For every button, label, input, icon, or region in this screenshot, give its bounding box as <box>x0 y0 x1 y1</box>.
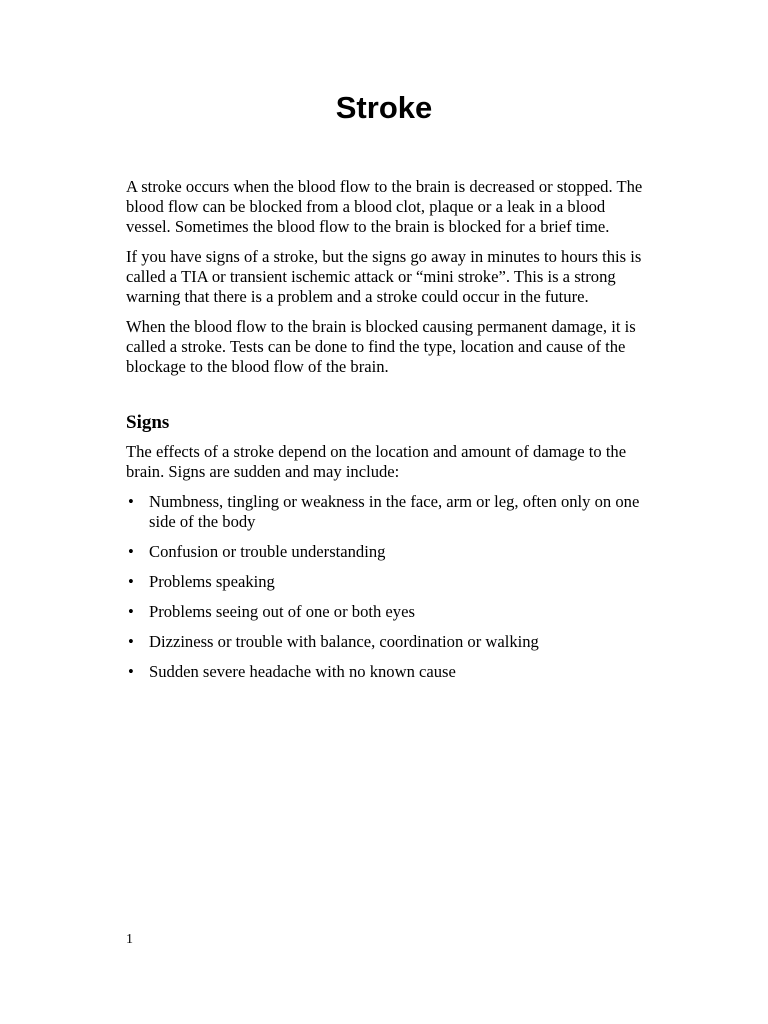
list-item-text: Confusion or trouble understanding <box>149 542 386 561</box>
bullet-icon: • <box>128 602 134 621</box>
intro-paragraph-2: If you have signs of a stroke, but the signs go away in minutes to hours this is called a TIA or transient ischemic attack or “mini stroke”. This is a strong warning that there is a problem and a stroke could occur in the future. <box>126 247 642 306</box>
list-item-text: Problems seeing out of one or both eyes <box>149 602 415 621</box>
list-item-text: Dizziness or trouble with balance, coordination or walking <box>149 632 539 651</box>
list-item <box>126 632 648 652</box>
document-body <box>126 177 648 692</box>
intro-paragraph-3: When the blood flow to the brain is blocked causing permanent damage, it is called a stroke. Tests can be done to find the type, location and cause of the blockage to the blood flow of the brain. <box>126 317 636 376</box>
signs-intro-paragraph: The effects of a stroke depend on the location and amount of damage to the brain. Signs are sudden and may include: <box>126 442 627 481</box>
bullet-icon: • <box>128 492 134 511</box>
list-item <box>126 602 648 622</box>
page-number: 1 <box>126 932 133 947</box>
list-item-text: Numbness, tingling or weakness in the face, arm or leg, often only on one side of the body <box>149 492 640 531</box>
list-item <box>126 542 648 562</box>
bullet-icon: • <box>128 542 134 561</box>
signs-heading: Signs <box>126 412 170 433</box>
list-item <box>126 572 648 592</box>
list-item-text: Sudden severe headache with no known cause <box>149 662 456 681</box>
bullet-icon: • <box>128 632 134 651</box>
list-item-text: Problems speaking <box>149 572 275 591</box>
bullet-icon: • <box>128 662 134 681</box>
page-title: Stroke <box>335 90 433 125</box>
signs-list <box>126 492 648 682</box>
intro-paragraph-1: A stroke occurs when the blood flow to the brain is decreased or stopped. The blood flow can be blocked from a blood clot, plaque or a leak in a blood vessel. Sometimes the blood flow to the brain is blocked for a brief time. <box>126 177 643 236</box>
bullet-icon: • <box>128 572 134 591</box>
list-item <box>126 662 648 682</box>
list-item <box>126 492 648 532</box>
